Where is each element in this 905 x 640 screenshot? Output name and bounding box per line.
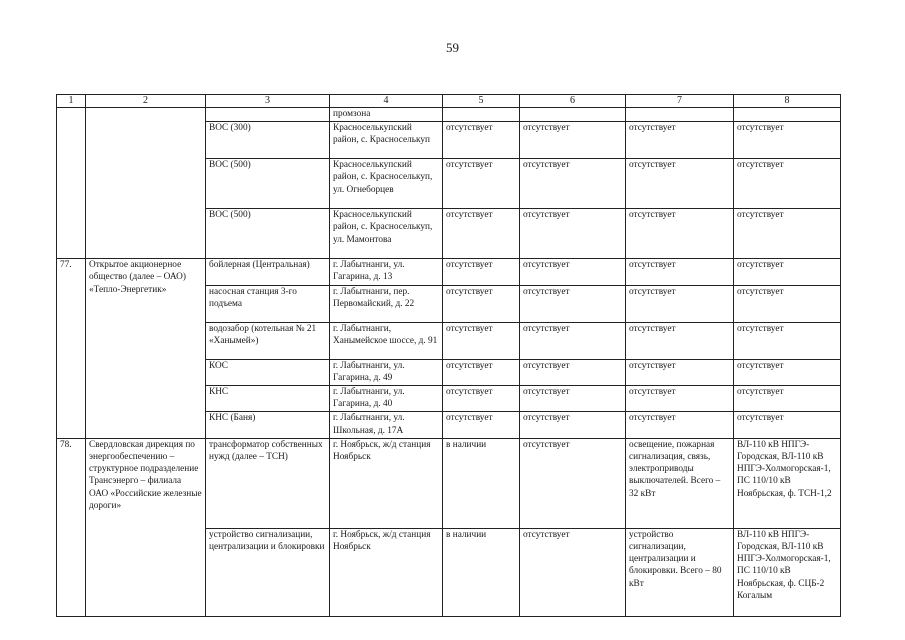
cell-number xyxy=(57,108,86,259)
cell-col5: в наличии xyxy=(443,528,520,616)
header-cell: 3 xyxy=(206,95,330,108)
cell-col5: в наличии xyxy=(443,438,520,528)
cell-col6: отсутствует xyxy=(520,438,626,528)
cell-col6: отсутствует xyxy=(520,122,626,159)
cell-col6: отсутствует xyxy=(520,412,626,438)
cell-col7: отсутствует xyxy=(626,285,734,322)
cell-col8: отсутствует xyxy=(734,412,841,438)
cell-col7: устройство сигнализации, централизации и блокировки. Всего – 80 кВт xyxy=(626,528,734,616)
cell-number: 78. xyxy=(57,438,86,616)
cell-col5: отсутствует xyxy=(443,159,520,209)
cell-object: ВОС (300) xyxy=(206,122,330,159)
cell-col5: отсутствует xyxy=(443,285,520,322)
page-number: 59 xyxy=(446,40,459,55)
cell-col6: отсутствует xyxy=(520,359,626,385)
cell-col7: отсутствует xyxy=(626,209,734,259)
cell-col5: отсутствует xyxy=(443,209,520,259)
cell-address: г. Лабытнанги, ул. Гагарина, д. 13 xyxy=(330,259,443,285)
table-row xyxy=(57,259,841,285)
cell-address: г. Лабытнанги, ул. Гагарина, д. 49 xyxy=(330,359,443,385)
cell-address: г. Лабытнанги, ул. Школьная, д. 17А xyxy=(330,412,443,438)
cell-object: трансформатор собственных нужд (далее – ТСН) xyxy=(206,438,330,528)
cell-col6: отсутствует xyxy=(520,386,626,412)
cell-object: КОС xyxy=(206,359,330,385)
cell-object: водозабор (котельная № 21 «Ханымей») xyxy=(206,322,330,359)
cell-col7: отсутствует xyxy=(626,122,734,159)
cell-col8: отсутствует xyxy=(734,209,841,259)
cell-col8: отсутствует xyxy=(734,386,841,412)
cell-col7: отсутствует xyxy=(626,359,734,385)
header-cell: 8 xyxy=(734,95,841,108)
cell-col6: отсутствует xyxy=(520,159,626,209)
cell-organization: Открытое акционерное общество (далее – ОАО) «Тепло-Энергетик» xyxy=(86,259,206,439)
cell-object: устройство сигнализации, централизации и блокировки xyxy=(206,528,330,616)
header-cell: 5 xyxy=(443,95,520,108)
cell-address: Красноселькупский район, с. Красноселькуп, ул. Огнеборцев xyxy=(330,159,443,209)
cell-col7: освещение, пожарная сигнализация, связь, электроприводы выключателей. Всего – 32 кВт xyxy=(626,438,734,528)
header-cell: 1 xyxy=(57,95,86,108)
cell-col8: отсутствует xyxy=(734,122,841,159)
cell-col8 xyxy=(734,108,841,122)
cell-col8: отсутствует xyxy=(734,159,841,209)
cell-object xyxy=(206,108,330,122)
data-table xyxy=(56,94,841,617)
cell-col6: отсутствует xyxy=(520,322,626,359)
cell-col5: отсутствует xyxy=(443,259,520,285)
cell-col6: отсутствует xyxy=(520,259,626,285)
cell-address: г. Лабытнанги, пер. Первомайский, д. 22 xyxy=(330,285,443,322)
cell-address: г. Ноябрьск, ж/д станция Ноябрьск xyxy=(330,528,443,616)
cell-object: КНС (Баня) xyxy=(206,412,330,438)
cell-address: Красноселькупский район, с. Красноселькуп xyxy=(330,122,443,159)
cell-col5: отсутствует xyxy=(443,412,520,438)
cell-col8: отсутствует xyxy=(734,259,841,285)
header-cell: 4 xyxy=(330,95,443,108)
cell-object: бойлерная (Центральная) xyxy=(206,259,330,285)
header-row xyxy=(57,95,841,108)
cell-col6 xyxy=(520,108,626,122)
cell-object: ВОС (500) xyxy=(206,209,330,259)
table-row xyxy=(57,438,841,528)
header-cell: 2 xyxy=(86,95,206,108)
cell-col6: отсутствует xyxy=(520,285,626,322)
cell-col5: отсутствует xyxy=(443,322,520,359)
cell-col7: отсутствует xyxy=(626,412,734,438)
cell-col6: отсутствует xyxy=(520,528,626,616)
cell-col5: отсутствует xyxy=(443,386,520,412)
cell-address: Красноселькупский район, с. Красноселькуп, ул. Мамонтова xyxy=(330,209,443,259)
cell-object: насосная станция 3-го подъема xyxy=(206,285,330,322)
header-cell: 6 xyxy=(520,95,626,108)
cell-col8: ВЛ-110 кВ НПГЭ-Городская, ВЛ-110 кВ НПГЭ-Холмогорская-1, ПС 110/10 кВ Ноябрьская, ф. ТСН-1,2 xyxy=(734,438,841,528)
cell-col5: отсутствует xyxy=(443,122,520,159)
cell-col8: отсутствует xyxy=(734,285,841,322)
cell-col6: отсутствует xyxy=(520,209,626,259)
cell-col7 xyxy=(626,108,734,122)
cell-organization xyxy=(86,108,206,259)
cell-col7: отсутствует xyxy=(626,386,734,412)
cell-address: г. Ноябрьск, ж/д станция Ноябрьск xyxy=(330,438,443,528)
cell-object: КНС xyxy=(206,386,330,412)
cell-object: ВОС (500) xyxy=(206,159,330,209)
cell-col7: отсутствует xyxy=(626,322,734,359)
header-cell: 7 xyxy=(626,95,734,108)
table-row xyxy=(57,108,841,122)
cell-col8: ВЛ-110 кВ НПГЭ-Городская, ВЛ-110 кВ НПГЭ-Холмогорская-1, ПС 110/10 кВ Ноябрьская, ф. СЦБ-2 Когалым xyxy=(734,528,841,616)
cell-address: г. Лабытнанги, Ханымейское шоссе, д. 91 xyxy=(330,322,443,359)
cell-col5: отсутствует xyxy=(443,359,520,385)
cell-col5 xyxy=(443,108,520,122)
cell-number: 77. xyxy=(57,259,86,439)
cell-col8: отсутствует xyxy=(734,359,841,385)
cell-col7: отсутствует xyxy=(626,159,734,209)
cell-address: промзона xyxy=(330,108,443,122)
cell-col8: отсутствует xyxy=(734,322,841,359)
cell-address: г. Лабытнанги, ул. Гагарина, д. 40 xyxy=(330,386,443,412)
cell-col7: отсутствует xyxy=(626,259,734,285)
cell-organization: Свердловская дирекция по энергообеспечению – структурное подразделение Трансэнерго – филиала ОАО «Российские железные дороги» xyxy=(86,438,206,616)
